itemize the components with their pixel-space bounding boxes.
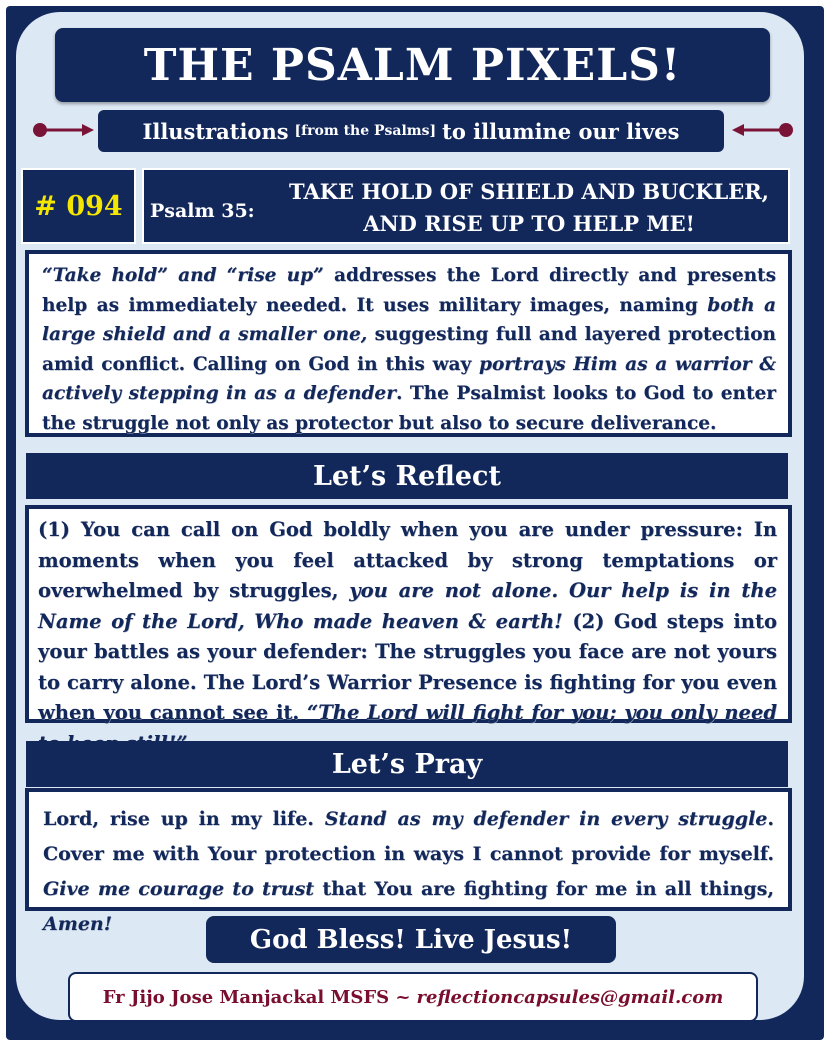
intro-text-s4: suggesting full and layered protection amid conflict. Calling on God in this way	[42, 324, 776, 375]
entry-number	[21, 168, 136, 244]
intro-text-s6: . The Psalmist looks to God to enter the struggle not only as protector but also to secure deliverance.	[42, 383, 777, 434]
psalm-reference: Psalm 35:	[150, 200, 255, 222]
reflect-text-s2: you are not alone. Our help is in the Name of the Lord, Who made heaven & earth!	[38, 579, 777, 633]
entry-number-text: # 094	[34, 190, 123, 222]
pray-box	[25, 788, 792, 935]
subtitle-pre: Illustrations	[142, 118, 289, 144]
intro-text-s5: portrays Him as a warrior & actively stepping in as a defender	[42, 353, 776, 404]
psalm-heading	[142, 168, 790, 244]
pray-text	[29, 792, 788, 935]
page-title	[55, 28, 770, 102]
pray-text-s1: Lord, rise up in my life.	[43, 808, 325, 830]
pray-heading-text: Let’s Pray	[331, 748, 483, 780]
reflect-text	[29, 509, 788, 724]
subtitle-post: to illumine our lives	[442, 118, 680, 144]
author-name: Fr Jijo Jose Manjackal MSFS ~	[102, 986, 411, 1008]
title-text: THE PSALM PIXELS!	[143, 39, 682, 91]
pray-text-s6: Amen!	[43, 913, 113, 935]
arrow-left-icon	[730, 120, 794, 140]
reflect-text-s1: (1) You can call on God boldly when you are under pressure: In moments when you feel attacked by strong temptations or overwhelmed by struggles,	[38, 518, 777, 602]
blessing-text: God Bless! Live Jesus!	[249, 924, 573, 955]
subtitle-banner	[98, 110, 724, 152]
intro-box	[25, 250, 792, 437]
intro-text-s1: “Take hold” and “rise up”	[42, 265, 324, 286]
pray-text-s5: that You are fighting for me in all things,	[314, 878, 774, 900]
author-credit	[68, 972, 758, 1022]
pray-text-s4: Give me courage to trust	[43, 878, 315, 900]
reflect-box	[25, 505, 792, 723]
pray-heading	[26, 741, 788, 787]
author-email[interactable]: reflectioncapsules@gmail.com	[416, 986, 724, 1008]
intro-text	[29, 254, 788, 433]
psalm-title-line1: TAKE HOLD OF SHIELD AND BUCKLER,	[289, 179, 769, 204]
reflect-text-s3: (2) God steps into your battles as your defender: The struggles you face are not yours to carry alone. The Lord’s Warrior Presence is fighting for you even when you cannot see it.	[38, 609, 777, 724]
subtitle-small: [from the Psalms]	[294, 123, 437, 139]
psalm-title	[274, 176, 784, 240]
psalm-title-line2: AND RISE UP TO HELP ME!	[363, 211, 695, 236]
intro-text-s3: both a large shield and a smaller one,	[42, 294, 776, 345]
blessing-banner	[206, 916, 616, 963]
reflect-heading	[26, 453, 788, 499]
reflect-heading-text: Let’s Reflect	[313, 460, 501, 492]
arrow-right-icon	[32, 120, 96, 140]
intro-text-s2: addresses the Lord directly and presents help as immediately needed. It uses military images, naming	[42, 265, 777, 316]
reflect-text-s4: “The Lord will fight for you; you only need	[307, 701, 777, 724]
pray-text-s2: Stand as my defender in every struggle	[324, 808, 768, 830]
pray-text-s3: . Cover me with Your protection in ways I cannot provide for myself.	[43, 808, 774, 865]
